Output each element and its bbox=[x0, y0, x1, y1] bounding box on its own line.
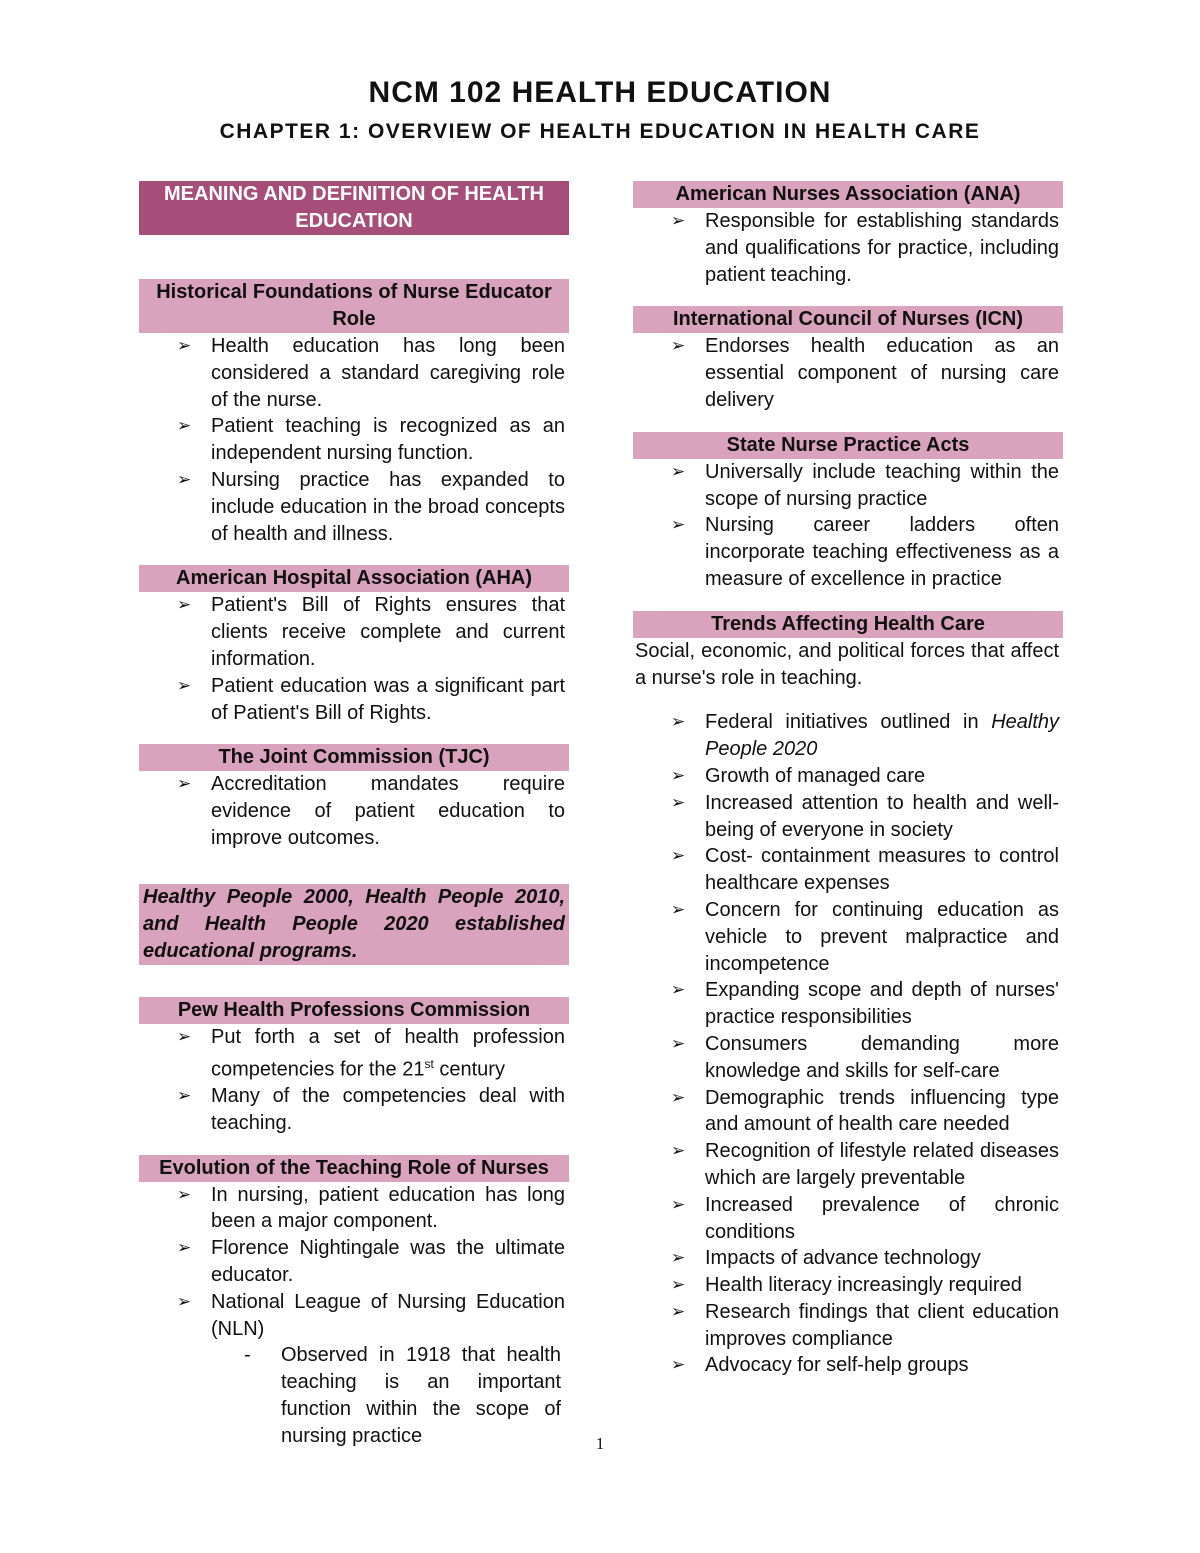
list-item: ➢ Patient's Bill of Rights ensures that clients receive complete and current information. bbox=[177, 594, 565, 670]
list-item: ➢ Patient education was a significant part of Patient's Bill of Rights. bbox=[177, 674, 565, 724]
healthy-people-callout: Healthy People 2000, Health People 2010, and Health People 2020 established educational programs. bbox=[139, 884, 569, 965]
state-practice-acts-header: State Nurse Practice Acts bbox=[633, 432, 1063, 459]
icn-header: International Council of Nurses (ICN) bbox=[633, 306, 1063, 333]
arrow-bullet-icon: ➢ bbox=[177, 675, 192, 695]
list-item: ➢ Health literacy increasingly required bbox=[705, 1272, 1063, 1299]
list-item: ➢ Advocacy for self-help groups bbox=[705, 1352, 1063, 1379]
evolution-list bbox=[139, 1182, 569, 1450]
main-section-header: MEANING AND DEFINITION OF HEALTH EDUCATION bbox=[139, 181, 569, 235]
arrow-bullet-icon: ➢ bbox=[177, 469, 192, 489]
list-item: ➢ Endorses health education as an essential component of nursing care delivery bbox=[671, 335, 1059, 411]
list-item: ➢ Research findings that client education improves compliance bbox=[671, 1300, 1059, 1350]
arrow-bullet-icon: ➢ bbox=[177, 1026, 192, 1046]
list-item: ➢ Growth of managed care bbox=[705, 763, 1063, 790]
trends-list bbox=[633, 709, 1063, 1379]
list-item: ➢ Universally include teaching within the scope of nursing practice bbox=[671, 460, 1059, 510]
list-item: ➢ National League of Nursing Education (NLN) - Observed in 1918 that health teaching is an important function within the scope of nursing practice bbox=[211, 1289, 569, 1450]
arrow-bullet-icon: ➢ bbox=[671, 1141, 686, 1161]
arrow-bullet-icon: ➢ bbox=[177, 1291, 192, 1311]
evolution-header: Evolution of the Teaching Role of Nurses bbox=[139, 1155, 569, 1182]
page-number: 1 bbox=[595, 1434, 605, 1453]
right-column bbox=[633, 181, 1063, 1379]
list-item: ➢ Nursing career ladders often incorporate teaching effectiveness as a measure of excellence in practice bbox=[671, 514, 1059, 590]
list-item: ➢ Federal initiatives outlined in Healthy People 2020 bbox=[671, 711, 1059, 761]
historical-foundations-list bbox=[139, 333, 569, 547]
trends-header: Trends Affecting Health Care bbox=[633, 611, 1063, 638]
arrow-bullet-icon: ➢ bbox=[671, 1194, 686, 1214]
arrow-bullet-icon: ➢ bbox=[177, 336, 192, 355]
left-column bbox=[139, 181, 569, 1450]
arrow-bullet-icon: ➢ bbox=[177, 774, 192, 794]
tjc-header: The Joint Commission (TJC) bbox=[139, 744, 569, 771]
arrow-bullet-icon: ➢ bbox=[177, 1184, 192, 1204]
trends-intro: Social, economic, and political forces that affect a nurse's role in teaching. bbox=[635, 639, 1059, 689]
chapter-subtitle: CHAPTER 1: OVERVIEW OF HEALTH EDUCATION IN HEALTH CARE bbox=[219, 120, 981, 143]
list-item: ➢ Florence Nightingale was the ultimate educator. bbox=[177, 1237, 565, 1286]
icn-list bbox=[633, 333, 1063, 413]
arrow-bullet-icon: ➢ bbox=[671, 712, 686, 732]
list-item: ➢ In nursing, patient education has long been a major component. bbox=[177, 1183, 565, 1233]
arrow-bullet-icon: ➢ bbox=[671, 1301, 686, 1321]
arrow-bullet-icon: ➢ bbox=[671, 765, 686, 785]
arrow-bullet-icon: ➢ bbox=[177, 416, 192, 436]
arrow-bullet-icon: ➢ bbox=[671, 1248, 686, 1268]
arrow-bullet-icon: ➢ bbox=[671, 336, 686, 356]
historical-foundations-header: Historical Foundations of Nurse Educator Role bbox=[139, 279, 569, 333]
list-item: ➢ Impacts of advance technology bbox=[705, 1245, 1063, 1272]
list-item: ➢ Consumers demanding more knowledge and skills for self-care bbox=[671, 1032, 1059, 1082]
ana-list bbox=[633, 208, 1063, 288]
arrow-bullet-icon: ➢ bbox=[671, 1275, 686, 1295]
pew-header: Pew Health Professions Commission bbox=[139, 997, 569, 1024]
arrow-bullet-icon: ➢ bbox=[671, 515, 686, 535]
arrow-bullet-icon: ➢ bbox=[671, 211, 686, 230]
arrow-bullet-icon: ➢ bbox=[671, 1087, 686, 1107]
list-item: ➢ Increased attention to health and well-being of everyone in society bbox=[671, 791, 1059, 841]
list-item: ➢ Increased prevalence of chronic conditions bbox=[671, 1193, 1059, 1243]
ana-header: American Nurses Association (ANA) bbox=[633, 181, 1063, 208]
tjc-list bbox=[139, 771, 569, 851]
list-item: ➢ Concern for continuing education as vehicle to prevent malpractice and incompetence bbox=[671, 898, 1059, 975]
arrow-bullet-icon: ➢ bbox=[671, 461, 686, 481]
pew-list bbox=[139, 1024, 569, 1137]
arrow-bullet-icon: ➢ bbox=[671, 899, 686, 919]
list-item: ➢ Put forth a set of health profession competencies for the 21st century bbox=[177, 1025, 565, 1081]
aha-header: American Hospital Association (AHA) bbox=[139, 565, 569, 592]
list-item: ➢ Nursing practice has expanded to include education in the broad concepts of health and illness. bbox=[177, 468, 565, 545]
list-item: ➢ Recognition of lifestyle related diseases which are largely preventable bbox=[671, 1140, 1059, 1189]
arrow-bullet-icon: ➢ bbox=[671, 792, 686, 812]
arrow-bullet-icon: ➢ bbox=[177, 1086, 192, 1105]
page-title: NCM 102 HEALTH EDUCATION bbox=[368, 76, 832, 109]
aha-list bbox=[139, 592, 569, 726]
list-item: ➢ Many of the competencies deal with teaching. bbox=[177, 1085, 565, 1134]
list-item: ➢ Responsible for establishing standards and qualifications for practice, including patient teaching. bbox=[671, 210, 1059, 286]
list-item: ➢ Patient teaching is recognized as an independent nursing function. bbox=[177, 415, 565, 465]
sub-list-item: - Observed in 1918 that health teaching is an important function within the scope of nursing practice bbox=[244, 1344, 561, 1447]
list-item: ➢ Demographic trends influencing type and amount of health care needed bbox=[671, 1086, 1059, 1136]
arrow-bullet-icon: ➢ bbox=[177, 1238, 192, 1258]
state-practice-acts-list bbox=[633, 459, 1063, 593]
arrow-bullet-icon: ➢ bbox=[671, 1033, 686, 1053]
list-item: ➢ Accreditation mandates require evidence of patient education to improve outcomes. bbox=[177, 773, 565, 849]
dash-bullet-icon: - bbox=[244, 1344, 251, 1367]
list-item: ➢ Expanding scope and depth of nurses' practice responsibilities bbox=[671, 979, 1059, 1029]
list-item: ➢ Health education has long been considered a standard caregiving role of the nurse. bbox=[177, 335, 565, 411]
arrow-bullet-icon: ➢ bbox=[177, 595, 192, 615]
list-item: ➢ Cost- containment measures to control healthcare expenses bbox=[671, 845, 1059, 895]
arrow-bullet-icon: ➢ bbox=[671, 846, 686, 866]
arrow-bullet-icon: ➢ bbox=[671, 980, 686, 1000]
arrow-bullet-icon: ➢ bbox=[671, 1355, 686, 1375]
